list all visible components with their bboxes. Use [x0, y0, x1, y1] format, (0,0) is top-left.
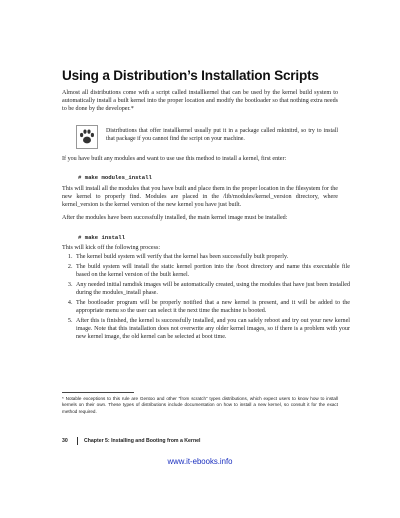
install-kernel-paragraph: After the modules have been successfully installed, the main kernel image must be installed:: [62, 215, 288, 221]
list-item: 2. The build system will install the static kernel portion into the /boot directory and name this executable file based on the kernel version of the built kernel.: [74, 263, 350, 279]
footnote-divider: [62, 392, 134, 393]
list-item: 1. The kernel build system will verify that the kernel has been successfully built properly.: [74, 253, 350, 261]
intro-paragraph: Almost all distributions come with a script called installkernel that can be used by the kernel build system to automatically install a built kernel into the proper location and modify the bootloader so that nothing extra needs to be done by the developer.*: [62, 90, 338, 113]
watermark-link[interactable]: www.it-ebooks.info: [167, 457, 233, 466]
command-modules-install: # make modules_install: [78, 174, 152, 181]
page-number: 30: [62, 438, 68, 444]
paw-print-note-icon: [76, 125, 98, 149]
modules-location-paragraph: This will install all the modules that you have built and place them in the proper location in the filesystem for the new kernel to properly find. Modules are placed in the /lib/modules/kernel_version directory, where kernel_version is the kernel version of the new kernel you have just built.: [62, 186, 338, 209]
chapter-title: Chapter 5: Installing and Booting from a Kernel: [84, 438, 201, 444]
footer-divider: [77, 437, 78, 445]
list-item: 3. Any needed initial ramdisk images will be automatically created, using the modules that have just been installed during the modules_install phase.: [74, 281, 350, 297]
modules-paragraph: If you have built any modules and want to use use this method to install a kernel, first enter:: [62, 156, 287, 162]
note-text: Distributions that offer installkernel usually put it in a package called mkinitrd, so try to install that package if you cannot find the script on your machine.: [106, 128, 338, 142]
list-item: 4. The bootloader program will be properly notified that a new kernel is present, and it will be added to the appropriate menu so the user can select it the next time the machine is booted.: [74, 299, 350, 315]
install-steps-list: [62, 253, 350, 343]
page-footer: [62, 438, 342, 448]
footnote: * Notable exceptions to this rule are Gentoo and other “from scratch” types distributions, which expect users to know how to install kernels on their own. These types of distributions include documentation on how to install a new kernel, so consult it for the exact method required.: [62, 396, 338, 414]
list-item: 5. After this is finished, the kernel is successfully installed, and you can safely reboot and try out your new kernel image. Note that this installation does not overwrite any older kernel images, so if there is a problem with your new kernel image, the old kernel can be selected at boot time.: [74, 317, 350, 342]
command-make-install: # make install: [78, 234, 125, 241]
process-intro-paragraph: This will kick off the following process:: [62, 245, 161, 251]
section-title: Using a Distribution’s Installation Scripts: [62, 68, 319, 83]
